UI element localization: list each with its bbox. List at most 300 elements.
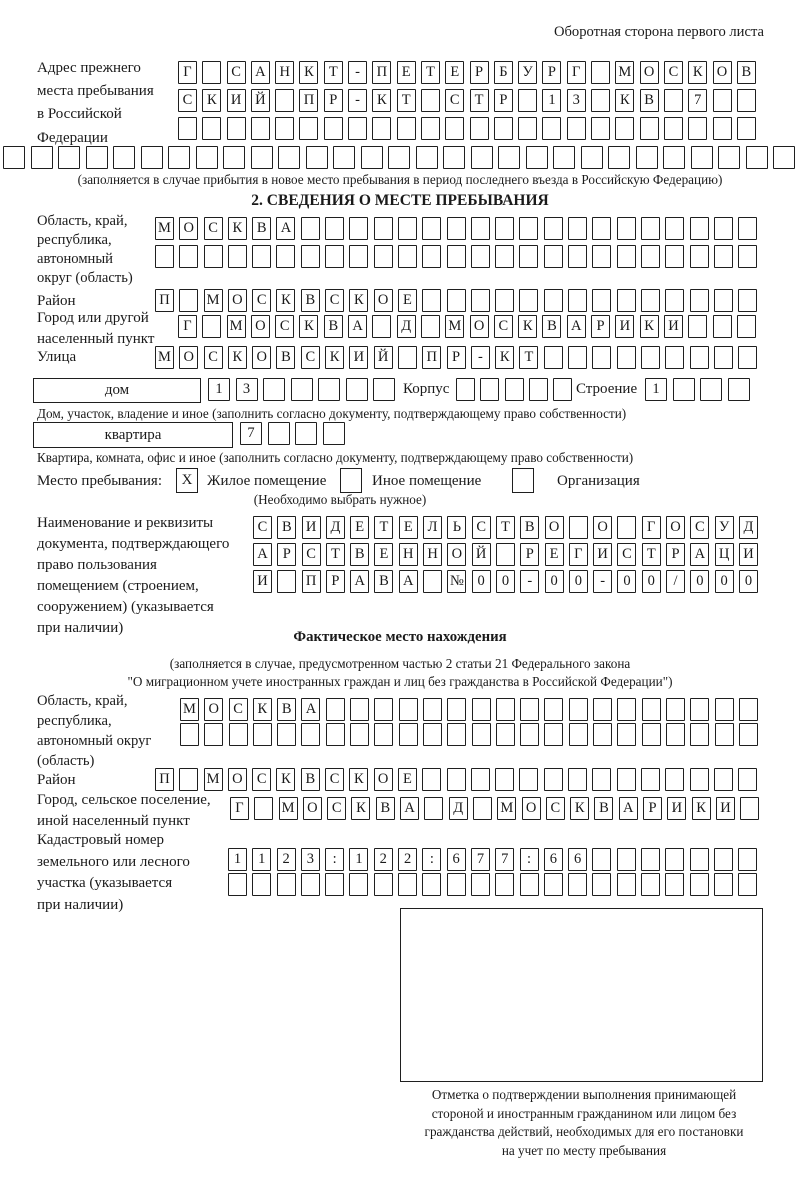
- char-cell[interactable]: И: [349, 346, 368, 369]
- char-cell[interactable]: [470, 117, 489, 140]
- char-cell[interactable]: [746, 146, 768, 169]
- char-cell[interactable]: [737, 89, 756, 112]
- char-cell[interactable]: [277, 723, 296, 746]
- char-cell[interactable]: Е: [399, 516, 418, 539]
- char-cell[interactable]: [251, 146, 273, 169]
- char-cell[interactable]: [202, 117, 221, 140]
- char-cell[interactable]: [374, 217, 393, 240]
- char-cell[interactable]: 2: [374, 848, 393, 871]
- oblast2-row-1[interactable]: [180, 698, 758, 721]
- char-cell[interactable]: [202, 315, 221, 338]
- char-cell[interactable]: У: [518, 61, 537, 84]
- char-cell[interactable]: И: [593, 543, 612, 566]
- char-cell[interactable]: [642, 698, 661, 721]
- char-cell[interactable]: [773, 146, 795, 169]
- char-cell[interactable]: 7: [471, 848, 490, 871]
- char-cell[interactable]: А: [690, 543, 709, 566]
- char-cell[interactable]: К: [692, 797, 711, 820]
- char-cell[interactable]: [498, 146, 520, 169]
- oblast1-row-1[interactable]: [155, 217, 757, 240]
- char-cell[interactable]: А: [348, 315, 367, 338]
- char-cell[interactable]: [690, 346, 709, 369]
- char-cell[interactable]: [591, 61, 610, 84]
- char-cell[interactable]: [180, 723, 199, 746]
- char-cell[interactable]: С: [252, 768, 271, 791]
- kvartira-cells[interactable]: [240, 422, 345, 445]
- char-cell[interactable]: [301, 217, 320, 240]
- char-cell[interactable]: И: [739, 543, 758, 566]
- char-cell[interactable]: К: [372, 89, 391, 112]
- char-cell[interactable]: Б: [494, 61, 513, 84]
- char-cell[interactable]: Р: [470, 61, 489, 84]
- char-cell[interactable]: [422, 217, 441, 240]
- char-cell[interactable]: [542, 117, 561, 140]
- rayon2-row[interactable]: [155, 768, 757, 791]
- char-cell[interactable]: [495, 289, 514, 312]
- char-cell[interactable]: [325, 217, 344, 240]
- char-cell[interactable]: [423, 570, 442, 593]
- char-cell[interactable]: 2: [398, 848, 417, 871]
- char-cell[interactable]: Е: [545, 543, 564, 566]
- char-cell[interactable]: И: [664, 315, 683, 338]
- char-cell[interactable]: [592, 245, 611, 268]
- char-cell[interactable]: [324, 117, 343, 140]
- char-cell[interactable]: [229, 723, 248, 746]
- char-cell[interactable]: [178, 117, 197, 140]
- char-cell[interactable]: С: [617, 543, 636, 566]
- char-cell[interactable]: К: [276, 768, 295, 791]
- char-cell[interactable]: В: [276, 346, 295, 369]
- char-cell[interactable]: [544, 698, 563, 721]
- char-cell[interactable]: М: [445, 315, 464, 338]
- char-cell[interactable]: [690, 698, 709, 721]
- char-cell[interactable]: [715, 723, 734, 746]
- char-cell[interactable]: [636, 146, 658, 169]
- char-cell[interactable]: №: [447, 570, 466, 593]
- char-cell[interactable]: Р: [643, 797, 662, 820]
- char-cell[interactable]: [617, 217, 636, 240]
- char-cell[interactable]: 3: [301, 848, 320, 871]
- char-cell[interactable]: К: [518, 315, 537, 338]
- char-cell[interactable]: В: [594, 797, 613, 820]
- char-cell[interactable]: [738, 768, 757, 791]
- char-cell[interactable]: М: [615, 61, 634, 84]
- char-cell[interactable]: [714, 346, 733, 369]
- char-cell[interactable]: [31, 146, 53, 169]
- char-cell[interactable]: [505, 378, 524, 401]
- char-cell[interactable]: Р: [324, 89, 343, 112]
- char-cell[interactable]: [333, 146, 355, 169]
- char-cell[interactable]: [617, 698, 636, 721]
- char-cell[interactable]: М: [204, 289, 223, 312]
- char-cell[interactable]: Р: [520, 543, 539, 566]
- char-cell[interactable]: [291, 378, 313, 401]
- char-cell[interactable]: С: [227, 61, 246, 84]
- char-cell[interactable]: С: [327, 797, 346, 820]
- char-cell[interactable]: О: [640, 61, 659, 84]
- char-cell[interactable]: Д: [739, 516, 758, 539]
- char-cell[interactable]: О: [251, 315, 270, 338]
- char-cell[interactable]: [472, 698, 491, 721]
- char-cell[interactable]: [593, 723, 612, 746]
- char-cell[interactable]: [593, 698, 612, 721]
- char-cell[interactable]: [278, 146, 300, 169]
- char-cell[interactable]: [424, 797, 443, 820]
- char-cell[interactable]: С: [253, 516, 272, 539]
- char-cell[interactable]: [471, 146, 493, 169]
- char-cell[interactable]: [86, 146, 108, 169]
- prev-address-row-1[interactable]: [178, 61, 756, 84]
- char-cell[interactable]: В: [277, 516, 296, 539]
- char-cell[interactable]: [740, 797, 759, 820]
- char-cell[interactable]: П: [302, 570, 321, 593]
- char-cell[interactable]: :: [422, 848, 441, 871]
- char-cell[interactable]: 6: [544, 848, 563, 871]
- char-cell[interactable]: О: [228, 768, 247, 791]
- char-cell[interactable]: [688, 315, 707, 338]
- char-cell[interactable]: М: [155, 346, 174, 369]
- char-cell[interactable]: [326, 698, 345, 721]
- char-cell[interactable]: К: [202, 89, 221, 112]
- char-cell[interactable]: 7: [688, 89, 707, 112]
- char-cell[interactable]: [422, 289, 441, 312]
- char-cell[interactable]: О: [593, 516, 612, 539]
- char-cell[interactable]: [374, 723, 393, 746]
- char-cell[interactable]: [665, 289, 684, 312]
- char-cell[interactable]: 0: [545, 570, 564, 593]
- char-cell[interactable]: [591, 89, 610, 112]
- char-cell[interactable]: [423, 698, 442, 721]
- char-cell[interactable]: В: [542, 315, 561, 338]
- char-cell[interactable]: [397, 117, 416, 140]
- char-cell[interactable]: Г: [230, 797, 249, 820]
- char-cell[interactable]: В: [350, 543, 369, 566]
- char-cell[interactable]: [666, 698, 685, 721]
- char-cell[interactable]: Е: [398, 289, 417, 312]
- char-cell[interactable]: [480, 378, 499, 401]
- char-cell[interactable]: [713, 315, 732, 338]
- char-cell[interactable]: [372, 315, 391, 338]
- char-cell[interactable]: О: [666, 516, 685, 539]
- char-cell[interactable]: Й: [251, 89, 270, 112]
- char-cell[interactable]: С: [664, 61, 683, 84]
- prev-address-row-2[interactable]: [178, 89, 756, 112]
- char-cell[interactable]: [664, 117, 683, 140]
- char-cell[interactable]: [349, 873, 368, 896]
- char-cell[interactable]: [350, 698, 369, 721]
- char-cell[interactable]: [592, 873, 611, 896]
- char-cell[interactable]: С: [178, 89, 197, 112]
- char-cell[interactable]: -: [348, 61, 367, 84]
- char-cell[interactable]: [421, 89, 440, 112]
- char-cell[interactable]: Г: [567, 61, 586, 84]
- char-cell[interactable]: О: [303, 797, 322, 820]
- char-cell[interactable]: [737, 117, 756, 140]
- char-cell[interactable]: [608, 146, 630, 169]
- char-cell[interactable]: С: [472, 516, 491, 539]
- char-cell[interactable]: [346, 378, 368, 401]
- char-cell[interactable]: [519, 289, 538, 312]
- char-cell[interactable]: П: [155, 289, 174, 312]
- char-cell[interactable]: 7: [495, 848, 514, 871]
- char-cell[interactable]: К: [495, 346, 514, 369]
- char-cell[interactable]: [714, 245, 733, 268]
- char-cell[interactable]: [277, 570, 296, 593]
- char-cell[interactable]: [691, 146, 713, 169]
- char-cell[interactable]: С: [325, 768, 344, 791]
- char-cell[interactable]: 1: [208, 378, 230, 401]
- char-cell[interactable]: [447, 768, 466, 791]
- char-cell[interactable]: Ь: [447, 516, 466, 539]
- char-cell[interactable]: 0: [496, 570, 515, 593]
- char-cell[interactable]: [252, 873, 271, 896]
- char-cell[interactable]: [665, 873, 684, 896]
- char-cell[interactable]: И: [667, 797, 686, 820]
- char-cell[interactable]: [738, 289, 757, 312]
- char-cell[interactable]: [277, 873, 296, 896]
- char-cell[interactable]: -: [471, 346, 490, 369]
- char-cell[interactable]: [495, 873, 514, 896]
- char-cell[interactable]: [472, 723, 491, 746]
- char-cell[interactable]: А: [350, 570, 369, 593]
- char-cell[interactable]: [690, 217, 709, 240]
- char-cell[interactable]: [592, 848, 611, 871]
- char-cell[interactable]: [664, 89, 683, 112]
- char-cell[interactable]: [399, 698, 418, 721]
- char-cell[interactable]: О: [204, 698, 223, 721]
- char-cell[interactable]: [349, 217, 368, 240]
- char-cell[interactable]: [569, 698, 588, 721]
- char-cell[interactable]: С: [252, 289, 271, 312]
- char-cell[interactable]: П: [372, 61, 391, 84]
- char-cell[interactable]: [447, 245, 466, 268]
- char-cell[interactable]: [268, 422, 290, 445]
- char-cell[interactable]: [738, 346, 757, 369]
- char-cell[interactable]: [718, 146, 740, 169]
- char-cell[interactable]: [421, 315, 440, 338]
- char-cell[interactable]: /: [666, 570, 685, 593]
- char-cell[interactable]: [447, 289, 466, 312]
- char-cell[interactable]: [663, 146, 685, 169]
- char-cell[interactable]: [318, 378, 340, 401]
- char-cell[interactable]: 3: [236, 378, 258, 401]
- char-cell[interactable]: [263, 378, 285, 401]
- char-cell[interactable]: Т: [470, 89, 489, 112]
- char-cell[interactable]: [617, 723, 636, 746]
- char-cell[interactable]: С: [690, 516, 709, 539]
- char-cell[interactable]: С: [229, 698, 248, 721]
- char-cell[interactable]: [738, 217, 757, 240]
- char-cell[interactable]: [253, 723, 272, 746]
- char-cell[interactable]: [422, 873, 441, 896]
- char-cell[interactable]: А: [276, 217, 295, 240]
- char-cell[interactable]: [738, 848, 757, 871]
- char-cell[interactable]: Е: [445, 61, 464, 84]
- char-cell[interactable]: О: [374, 289, 393, 312]
- char-cell[interactable]: А: [301, 698, 320, 721]
- char-cell[interactable]: [496, 698, 515, 721]
- char-cell[interactable]: Е: [374, 543, 393, 566]
- char-cell[interactable]: [526, 146, 548, 169]
- char-cell[interactable]: [495, 217, 514, 240]
- document-row-2[interactable]: [253, 543, 758, 566]
- char-cell[interactable]: К: [351, 797, 370, 820]
- char-cell[interactable]: В: [376, 797, 395, 820]
- char-cell[interactable]: Т: [324, 61, 343, 84]
- char-cell[interactable]: [567, 117, 586, 140]
- char-cell[interactable]: К: [349, 768, 368, 791]
- char-cell[interactable]: [568, 245, 587, 268]
- char-cell[interactable]: В: [277, 698, 296, 721]
- char-cell[interactable]: [544, 217, 563, 240]
- char-cell[interactable]: Р: [447, 346, 466, 369]
- char-cell[interactable]: К: [325, 346, 344, 369]
- char-cell[interactable]: [617, 516, 636, 539]
- char-cell[interactable]: [361, 146, 383, 169]
- char-cell[interactable]: [673, 378, 695, 401]
- char-cell[interactable]: Д: [326, 516, 345, 539]
- char-cell[interactable]: [553, 146, 575, 169]
- char-cell[interactable]: С: [301, 346, 320, 369]
- char-cell[interactable]: О: [470, 315, 489, 338]
- char-cell[interactable]: Г: [642, 516, 661, 539]
- char-cell[interactable]: [700, 378, 722, 401]
- char-cell[interactable]: [739, 698, 758, 721]
- char-cell[interactable]: М: [279, 797, 298, 820]
- char-cell[interactable]: [155, 245, 174, 268]
- char-cell[interactable]: [350, 723, 369, 746]
- char-cell[interactable]: Т: [642, 543, 661, 566]
- char-cell[interactable]: 0: [472, 570, 491, 593]
- char-cell[interactable]: [617, 848, 636, 871]
- char-cell[interactable]: [544, 245, 563, 268]
- char-cell[interactable]: М: [227, 315, 246, 338]
- char-cell[interactable]: [447, 873, 466, 896]
- char-cell[interactable]: М: [155, 217, 174, 240]
- char-cell[interactable]: [227, 117, 246, 140]
- char-cell[interactable]: [690, 245, 709, 268]
- char-cell[interactable]: [204, 723, 223, 746]
- char-cell[interactable]: [113, 146, 135, 169]
- char-cell[interactable]: [326, 723, 345, 746]
- char-cell[interactable]: [641, 873, 660, 896]
- char-cell[interactable]: А: [251, 61, 270, 84]
- char-cell[interactable]: В: [737, 61, 756, 84]
- char-cell[interactable]: [374, 698, 393, 721]
- char-cell[interactable]: [665, 217, 684, 240]
- char-cell[interactable]: П: [299, 89, 318, 112]
- char-cell[interactable]: [666, 723, 685, 746]
- char-cell[interactable]: [544, 723, 563, 746]
- char-cell[interactable]: С: [325, 289, 344, 312]
- char-cell[interactable]: [443, 146, 465, 169]
- char-cell[interactable]: М: [180, 698, 199, 721]
- char-cell[interactable]: [295, 422, 317, 445]
- char-cell[interactable]: [3, 146, 25, 169]
- char-cell[interactable]: [323, 422, 345, 445]
- stroenie-cells[interactable]: [645, 378, 750, 401]
- char-cell[interactable]: К: [228, 217, 247, 240]
- char-cell[interactable]: А: [400, 797, 419, 820]
- stamp-box[interactable]: [400, 908, 763, 1082]
- char-cell[interactable]: [275, 117, 294, 140]
- char-cell[interactable]: 3: [567, 89, 586, 112]
- char-cell[interactable]: О: [522, 797, 541, 820]
- char-cell[interactable]: Д: [397, 315, 416, 338]
- char-cell[interactable]: М: [497, 797, 516, 820]
- char-cell[interactable]: [325, 873, 344, 896]
- char-cell[interactable]: К: [615, 89, 634, 112]
- char-cell[interactable]: П: [155, 768, 174, 791]
- char-cell[interactable]: Р: [277, 543, 296, 566]
- char-cell[interactable]: Й: [472, 543, 491, 566]
- char-cell[interactable]: О: [545, 516, 564, 539]
- char-cell[interactable]: [388, 146, 410, 169]
- char-cell[interactable]: С: [204, 217, 223, 240]
- char-cell[interactable]: [398, 346, 417, 369]
- char-cell[interactable]: [529, 378, 548, 401]
- char-cell[interactable]: [306, 146, 328, 169]
- char-cell[interactable]: И: [716, 797, 735, 820]
- char-cell[interactable]: [518, 117, 537, 140]
- document-row-1[interactable]: [253, 516, 758, 539]
- char-cell[interactable]: [518, 89, 537, 112]
- char-cell[interactable]: В: [301, 289, 320, 312]
- char-cell[interactable]: [568, 873, 587, 896]
- char-cell[interactable]: [196, 146, 218, 169]
- char-cell[interactable]: [641, 289, 660, 312]
- char-cell[interactable]: А: [567, 315, 586, 338]
- char-cell[interactable]: [592, 768, 611, 791]
- char-cell[interactable]: [422, 245, 441, 268]
- char-cell[interactable]: [737, 315, 756, 338]
- ulitsa-row[interactable]: [155, 346, 757, 369]
- char-cell[interactable]: 0: [642, 570, 661, 593]
- char-cell[interactable]: О: [713, 61, 732, 84]
- char-cell[interactable]: [179, 289, 198, 312]
- char-cell[interactable]: У: [715, 516, 734, 539]
- gorod1-row[interactable]: [178, 315, 756, 338]
- char-cell[interactable]: -: [520, 570, 539, 593]
- char-cell[interactable]: 1: [228, 848, 247, 871]
- char-cell[interactable]: 0: [690, 570, 709, 593]
- char-cell[interactable]: К: [349, 289, 368, 312]
- char-cell[interactable]: [301, 873, 320, 896]
- rayon1-row[interactable]: [155, 289, 757, 312]
- char-cell[interactable]: [690, 768, 709, 791]
- char-cell[interactable]: [374, 245, 393, 268]
- char-cell[interactable]: [348, 117, 367, 140]
- char-cell[interactable]: [641, 245, 660, 268]
- kadastr-row-2[interactable]: [228, 873, 757, 896]
- char-cell[interactable]: 0: [569, 570, 588, 593]
- korpus-cells[interactable]: [456, 378, 572, 401]
- char-cell[interactable]: К: [276, 289, 295, 312]
- char-cell[interactable]: [739, 723, 758, 746]
- char-cell[interactable]: [617, 245, 636, 268]
- char-cell[interactable]: К: [640, 315, 659, 338]
- char-cell[interactable]: -: [593, 570, 612, 593]
- char-cell[interactable]: [690, 289, 709, 312]
- char-cell[interactable]: [641, 848, 660, 871]
- char-cell[interactable]: [617, 873, 636, 896]
- char-cell[interactable]: С: [302, 543, 321, 566]
- char-cell[interactable]: И: [253, 570, 272, 593]
- char-cell[interactable]: [665, 768, 684, 791]
- char-cell[interactable]: [568, 289, 587, 312]
- char-cell[interactable]: Т: [519, 346, 538, 369]
- char-cell[interactable]: Т: [326, 543, 345, 566]
